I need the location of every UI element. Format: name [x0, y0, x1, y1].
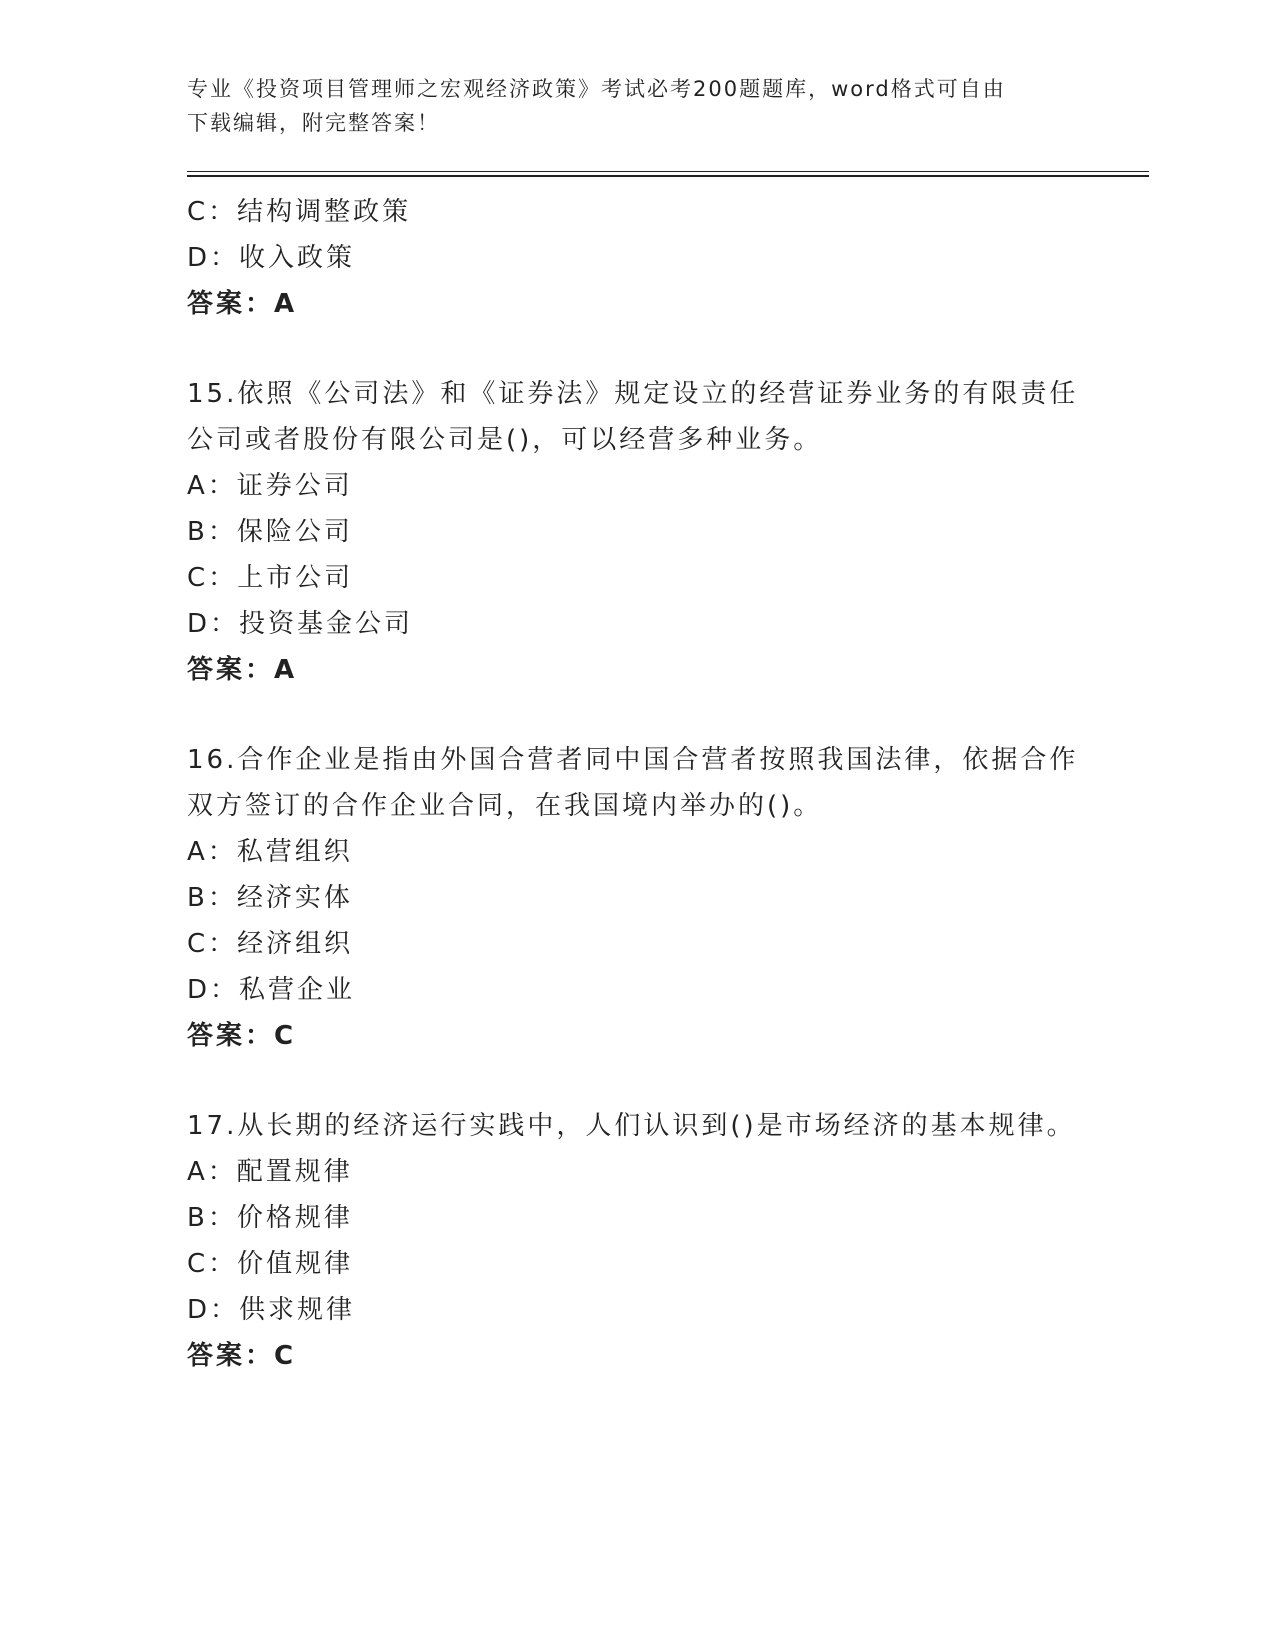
- spacer: [187, 1059, 1087, 1103]
- option-c: C：价值规律: [187, 1249, 354, 1279]
- option-d: D：投资基金公司: [187, 609, 414, 639]
- header-divider-thin: [187, 171, 1149, 172]
- spacer: [187, 693, 1087, 737]
- option-b: B：保险公司: [187, 517, 353, 547]
- option-d: D：私营企业: [187, 975, 356, 1005]
- option-b: B：价格规律: [187, 1203, 353, 1233]
- header-divider-thick: [187, 175, 1149, 177]
- previous-question-tail: [187, 189, 1087, 327]
- option-a: A：私营组织: [187, 837, 353, 867]
- option-c: C：经济组织: [187, 929, 354, 959]
- answer-line: 答案：A: [187, 289, 298, 319]
- question-text-line: 16.合作企业是指由外国合营者同中国合营者按照我国法律，依据合作: [187, 745, 1079, 775]
- option-b: B：经济实体: [187, 883, 353, 913]
- option-c: C：结构调整政策: [187, 197, 412, 227]
- header-title-line-2: 下载编辑，附完整答案！: [187, 111, 440, 135]
- header-title-line-1: 专业《投资项目管理师之宏观经济政策》考试必考200题题库，word格式可自由: [187, 77, 1006, 101]
- answer-line: 答案：C: [187, 1021, 297, 1051]
- option-a: A：配置规律: [187, 1157, 353, 1187]
- question-15: [187, 371, 1087, 693]
- question-text-line: 15.依照《公司法》和《证券法》规定设立的经营证券业务的有限责任: [187, 379, 1079, 409]
- spacer: [187, 327, 1087, 371]
- question-text-line: 双方签订的合作企业合同，在我国境内举办的()。: [187, 791, 823, 821]
- answer-line: 答案：C: [187, 1341, 297, 1371]
- document-header: [187, 72, 1087, 140]
- option-d: D：供求规律: [187, 1295, 356, 1325]
- option-a: A：证券公司: [187, 471, 353, 501]
- answer-line: 答案：A: [187, 655, 298, 685]
- question-text-line: 17.从长期的经济运行实践中，人们认识到()是市场经济的基本规律。: [187, 1111, 1076, 1141]
- option-d: D：收入政策: [187, 243, 356, 273]
- question-16: [187, 737, 1087, 1059]
- question-text-line: 公司或者股份有限公司是()，可以经营多种业务。: [187, 425, 823, 455]
- option-c: C：上市公司: [187, 563, 354, 593]
- question-17: [187, 1103, 1087, 1379]
- question-content: [187, 189, 1087, 1379]
